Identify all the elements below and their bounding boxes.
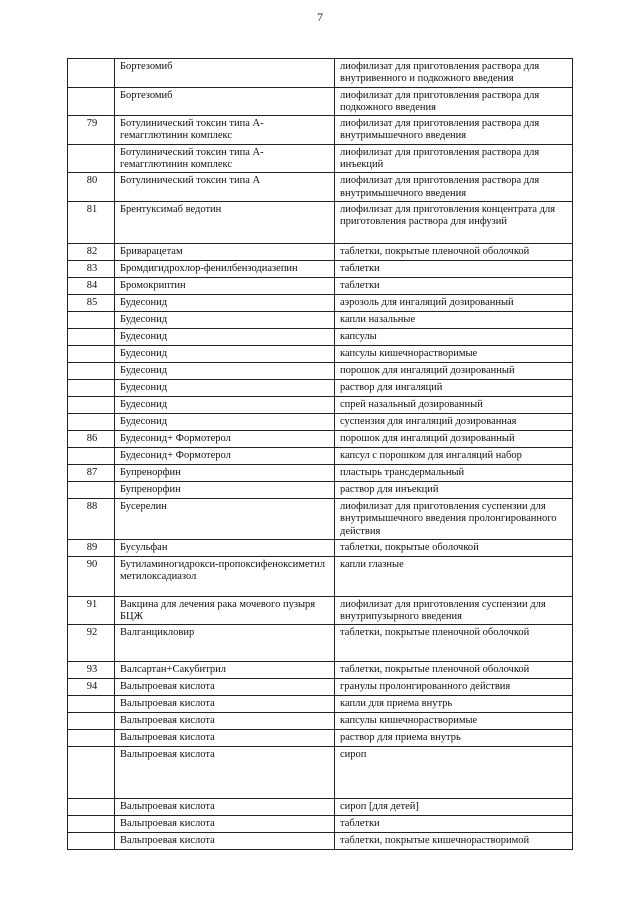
dosage-form: лиофилизат для приготовления раствора для внутривенного и подкожного введения (335, 59, 573, 88)
row-number: 87 (68, 464, 115, 481)
drug-name: Будесонид (115, 294, 335, 311)
drug-name: Будесонид (115, 345, 335, 362)
table-row (68, 833, 573, 850)
row-number: 84 (68, 277, 115, 294)
table-row (68, 59, 573, 88)
row-number (68, 345, 115, 362)
drug-name: Вальпроевая кислота (115, 816, 335, 833)
drug-name: Бортезомиб (115, 87, 335, 116)
dosage-form: сироп (335, 747, 573, 799)
drug-name: Будесонид (115, 413, 335, 430)
drug-name: Валганцикловир (115, 625, 335, 662)
table-row (68, 362, 573, 379)
drug-name: Брентуксимаб ведотин (115, 201, 335, 243)
dosage-form: таблетки, покрытые пленочной оболочкой (335, 662, 573, 679)
row-number (68, 328, 115, 345)
dosage-form: капсулы кишечнорастворимые (335, 345, 573, 362)
table-row (68, 116, 573, 145)
dosage-form: порошок для ингаляций дозированный (335, 362, 573, 379)
row-number: 88 (68, 498, 115, 539)
drug-name: Валсартан+Сакубитрил (115, 662, 335, 679)
table-row (68, 345, 573, 362)
dosage-form: лиофилизат для приготовления раствора для внутримышечного введения (335, 173, 573, 202)
drug-name: Будесонид (115, 362, 335, 379)
dosage-form: спрей назальный дозированный (335, 396, 573, 413)
row-number: 90 (68, 556, 115, 596)
table-row (68, 201, 573, 243)
row-number (68, 816, 115, 833)
drug-name: Вальпроевая кислота (115, 713, 335, 730)
dosage-form: таблетки (335, 277, 573, 294)
row-number (68, 87, 115, 116)
drug-name: Вальпроевая кислота (115, 679, 335, 696)
table-row (68, 447, 573, 464)
table-row (68, 173, 573, 202)
drug-name: Вальпроевая кислота (115, 833, 335, 850)
table-row (68, 799, 573, 816)
dosage-form: лиофилизат для приготовления суспензии для внутрипузырного введения (335, 596, 573, 625)
row-number: 89 (68, 539, 115, 556)
row-number: 92 (68, 625, 115, 662)
row-number (68, 481, 115, 498)
row-number (68, 59, 115, 88)
drug-name: Бриварацетам (115, 243, 335, 260)
drug-name: Вальпроевая кислота (115, 730, 335, 747)
table-row (68, 294, 573, 311)
drug-name: Вальпроевая кислота (115, 747, 335, 799)
drug-name: Будесонид+ Формотерол (115, 430, 335, 447)
drug-name: Бупренорфин (115, 481, 335, 498)
dosage-form: таблетки, покрытые пленочной оболочкой (335, 243, 573, 260)
drug-name: Бромдигидрохлор-фенилбензодиазепин (115, 260, 335, 277)
dosage-form: пластырь трансдермальный (335, 464, 573, 481)
dosage-form: лиофилизат для приготовления суспензии для внутримышечного введения пролонгированного действия (335, 498, 573, 539)
drug-name: Ботулинический токсин типа А (115, 173, 335, 202)
drug-name: Ботулинический токсин типа А-гемагглютинин комплекс (115, 144, 335, 173)
dosage-form: гранулы пролонгированного действия (335, 679, 573, 696)
drug-name: Будесонид+ Формотерол (115, 447, 335, 464)
row-number: 80 (68, 173, 115, 202)
table-row (68, 625, 573, 662)
row-number: 85 (68, 294, 115, 311)
table-row (68, 747, 573, 799)
drug-name: Бортезомиб (115, 59, 335, 88)
row-number: 83 (68, 260, 115, 277)
row-number (68, 730, 115, 747)
table-row (68, 556, 573, 596)
table-row (68, 379, 573, 396)
dosage-form: лиофилизат для приготовления концентрата для приготовления раствора для инфузий (335, 201, 573, 243)
dosage-form: капсул с порошком для ингаляций набор (335, 447, 573, 464)
table-row (68, 730, 573, 747)
table-row (68, 596, 573, 625)
drug-name: Бусерелин (115, 498, 335, 539)
drug-table-body (68, 59, 573, 850)
row-number: 86 (68, 430, 115, 447)
row-number (68, 396, 115, 413)
row-number: 79 (68, 116, 115, 145)
drug-name: Вальпроевая кислота (115, 799, 335, 816)
dosage-form: раствор для инъекций (335, 481, 573, 498)
dosage-form: лиофилизат для приготовления раствора для подкожного введения (335, 87, 573, 116)
dosage-form: таблетки, покрытые оболочкой (335, 539, 573, 556)
table-row (68, 396, 573, 413)
row-number (68, 413, 115, 430)
dosage-form: раствор для ингаляций (335, 379, 573, 396)
table-row (68, 464, 573, 481)
drug-name: Бромокриптин (115, 277, 335, 294)
drug-name: Будесонид (115, 379, 335, 396)
table-row (68, 696, 573, 713)
dosage-form: капли для приема внутрь (335, 696, 573, 713)
dosage-form: суспензия для ингаляций дозированная (335, 413, 573, 430)
dosage-form: капсулы (335, 328, 573, 345)
row-number (68, 144, 115, 173)
row-number (68, 696, 115, 713)
table-row (68, 328, 573, 345)
dosage-form: раствор для приема внутрь (335, 730, 573, 747)
dosage-form: капли назальные (335, 311, 573, 328)
row-number: 93 (68, 662, 115, 679)
row-number (68, 311, 115, 328)
dosage-form: таблетки (335, 816, 573, 833)
row-number (68, 799, 115, 816)
row-number (68, 447, 115, 464)
row-number (68, 833, 115, 850)
drug-name: Вальпроевая кислота (115, 696, 335, 713)
dosage-form: капсулы кишечнорастворимые (335, 713, 573, 730)
table-row (68, 413, 573, 430)
dosage-form: сироп [для детей] (335, 799, 573, 816)
dosage-form: таблетки, покрытые кишечнорастворимой (335, 833, 573, 850)
table-row (68, 144, 573, 173)
dosage-form: порошок для ингаляций дозированный (335, 430, 573, 447)
dosage-form: таблетки, покрытые пленочной оболочкой (335, 625, 573, 662)
table-row (68, 679, 573, 696)
page-number: 7 (317, 10, 323, 24)
dosage-form: капли глазные (335, 556, 573, 596)
table-row (68, 430, 573, 447)
drug-name: Будесонид (115, 311, 335, 328)
drug-name: Бутиламиногидрокси-пропоксифеноксиметил метилоксадиазол (115, 556, 335, 596)
row-number: 94 (68, 679, 115, 696)
table-row (68, 87, 573, 116)
row-number (68, 713, 115, 730)
table-row (68, 311, 573, 328)
drug-name: Будесонид (115, 328, 335, 345)
drug-name: Ботулинический токсин типа А-гемагглютинин комплекс (115, 116, 335, 145)
row-number: 91 (68, 596, 115, 625)
table-row (68, 260, 573, 277)
table-row (68, 277, 573, 294)
table-row (68, 539, 573, 556)
table-row (68, 243, 573, 260)
drug-name: Бупренорфин (115, 464, 335, 481)
drug-name: Вакцина для лечения рака мочевого пузыря БЦЖ (115, 596, 335, 625)
table-row (68, 713, 573, 730)
table-row (68, 498, 573, 539)
dosage-form: таблетки (335, 260, 573, 277)
table-row (68, 816, 573, 833)
row-number (68, 379, 115, 396)
drug-name: Будесонид (115, 396, 335, 413)
row-number (68, 362, 115, 379)
row-number (68, 747, 115, 799)
drug-name: Бусульфан (115, 539, 335, 556)
table-row (68, 662, 573, 679)
dosage-form: лиофилизат для приготовления раствора для внутримышечного введения (335, 116, 573, 145)
row-number: 82 (68, 243, 115, 260)
row-number: 81 (68, 201, 115, 243)
dosage-form: лиофилизат для приготовления раствора для инъекций (335, 144, 573, 173)
drug-table (67, 58, 573, 850)
dosage-form: аэрозоль для ингаляций дозированный (335, 294, 573, 311)
table-row (68, 481, 573, 498)
